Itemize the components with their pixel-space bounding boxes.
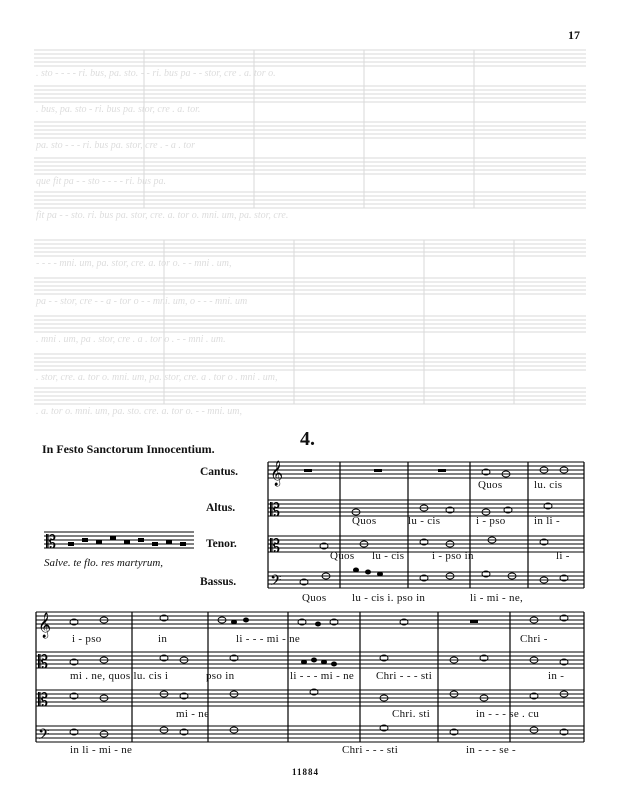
svg-text:𝄢: 𝄢 (270, 572, 282, 593)
plate-number: 11884 (292, 767, 320, 777)
ghost-system-2 (34, 234, 586, 418)
lyric-altus: Quos (352, 515, 377, 527)
lyric-cantus: in (158, 633, 168, 645)
lyric-bassus: in - - - se - (466, 744, 517, 756)
ghost-lyric: - - - - mni. um, pa. stor, cre. a. tor o. - - mni . um, (36, 258, 232, 269)
ghost-lyric: pa - - stor, cre - - a - tor o - - mni. um, o - - - mni. um (36, 296, 248, 307)
ghost-lyric: . stor, cre. a. tor o. mni. um, pa. stor, cre. a . tor o . mni . um, (36, 372, 278, 383)
lyric-altus: in - (548, 670, 565, 682)
svg-text:𝄞: 𝄞 (38, 613, 52, 638)
lyric-altus: pso in (206, 670, 235, 682)
lyric-tenor: Quos (330, 550, 355, 562)
lyric-bassus: Quos (302, 592, 327, 604)
lyric-tenor: mi - ne (176, 708, 210, 720)
lyric-tenor: Chri. sti (392, 708, 431, 720)
lyric-bassus: lu - cis i. pso in (352, 592, 426, 604)
lyric-tenor: in - - - se . cu (476, 708, 540, 720)
lyric-altus: Chri - - - sti (376, 670, 433, 682)
lyric-altus: in li - (534, 515, 560, 527)
svg-text:𝄡: 𝄡 (46, 532, 57, 553)
lyric-bassus: Chri - - - sti (342, 744, 399, 756)
lyric-tenor: i - pso in (432, 550, 474, 562)
section-heading: In Festo Sanctorum Innocentium. (42, 442, 215, 456)
svg-text:𝄡: 𝄡 (270, 500, 281, 521)
lyric-tenor: li - (556, 550, 570, 562)
lyric-cantus: Chri - (520, 633, 548, 645)
svg-text:𝄡: 𝄡 (38, 690, 49, 711)
voice-label-altus: Altus. (206, 502, 236, 514)
lyric-altus: i - pso (476, 515, 506, 527)
lyric-altus: li - - - mi - ne (290, 670, 355, 682)
lyric-altus: mi . ne, quos lu. cis i (70, 670, 169, 682)
music-system-3 (264, 456, 586, 602)
lyric-cantus: li - - - mi - ne (236, 633, 301, 645)
svg-text:𝄡: 𝄡 (270, 536, 281, 557)
voice-label-tenor: Tenor. (206, 538, 237, 550)
cantus-firmus-incipit (44, 528, 196, 556)
ghost-lyric: . mni . um, pa . stor, cre . a . tor o . - - mni . um. (36, 334, 226, 345)
voice-label-bassus: Bassus. (200, 576, 237, 588)
ghost-lyric: fit pa - - sto. ri. bus pa. stor, cre. a. tor o. mni. um, pa. stor, cre. (36, 210, 289, 221)
piece-number: 4. (300, 428, 315, 450)
page-number: 17 (568, 28, 580, 42)
ghost-lyric: pa. sto - - - ri. bus pa. stor, cre . - a . tor (36, 140, 196, 151)
ghost-lyric: . sto - - - - ri. bus, pa. sto. - - ri. bus pa - - stor, cre . a. tor o. (36, 68, 276, 79)
svg-text:𝄢: 𝄢 (38, 726, 50, 747)
lyric-altus: lu - cis (408, 515, 441, 527)
lyric-cantus: i - pso (72, 633, 102, 645)
ghost-lyric: . a. tor o. mni. um, pa. sto. cre. a. tor o. - - mni. um, (36, 406, 243, 417)
lyric-bassus: in li - mi - ne (70, 744, 133, 756)
cantus-firmus-text: Salve. te flo. res martyrum, (44, 557, 164, 569)
lyric-tenor: lu - cis (372, 550, 405, 562)
lyric-bassus: li - mi - ne, (470, 592, 524, 604)
ghost-lyric: . bus, pa. sto - ri. bus pa. stor, cre . a. tor. (36, 104, 201, 115)
lyric-cantus: lu. cis (534, 479, 563, 491)
lyric-cantus: Quos (478, 479, 503, 491)
svg-text:𝄡: 𝄡 (38, 652, 49, 673)
ghost-system-1 (34, 44, 586, 224)
ghost-lyric: que fit pa - - sto - - - - ri. bus pa. (36, 176, 166, 187)
voice-label-cantus: Cantus. (200, 466, 239, 478)
svg-text:𝄞: 𝄞 (270, 461, 284, 486)
